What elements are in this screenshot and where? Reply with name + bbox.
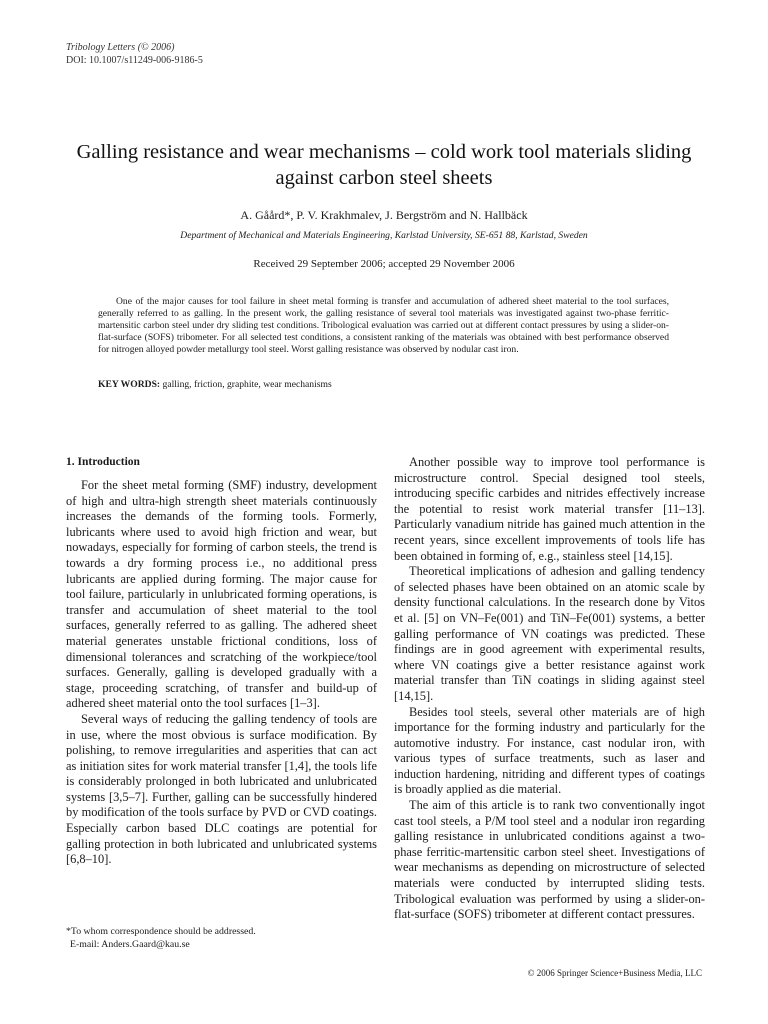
- body-column-right: [394, 455, 705, 923]
- section-heading-introduction: 1. Introduction: [66, 456, 140, 468]
- paragraph: Another possible way to improve tool performance is microstructure control. Special designed tool steels, introducing specific carbides and nitrides effectively increase the potential to resist work material transfer [11–13]. Particularly vanadium nitride has gained much attention in the recent years, since excellent improvements of tools life has been obtained in forming of, e.g., stainless steel [14,15].: [394, 455, 705, 563]
- correspondence-footnote: [66, 926, 377, 951]
- paragraph: The aim of this article is to rank two conventionally ingot cast tool steels, a P/M tool steel and a nodular iron regarding galling resistance in unlubricated conditions against a two-phase ferritic-martensitic carbon steel sheet. Investigations of wear mechanisms as depending on microstructure of selected materials were conducted by interrupted sliding tests. Tribological evaluation was performed by using a slider-on-flat-surface (SOFS) tribometer at different contact pressures.: [394, 798, 705, 922]
- doi-link[interactable]: DOI: 10.1007/s11249-006-9186-5: [66, 55, 203, 66]
- body-column-left: [66, 455, 377, 868]
- journal-header: [66, 41, 203, 67]
- copyright-notice: © 2006 Springer Science+Business Media, LLC: [527, 968, 702, 978]
- received-dates: Received 29 September 2006; accepted 29 November 2006: [253, 258, 515, 270]
- paragraph: Besides tool steels, several other materials are of high importance for the forming industry and particularly for the automotive industry. For instance, cast nodular iron, with various types of surface treatments, such as laser and induction hardening, nitriding and different types of coatings is broadly applied as die material.: [394, 704, 705, 797]
- footnote-email[interactable]: E-mail: Anders.Gaard@kau.se: [70, 938, 190, 950]
- paragraph: Several ways of reducing the galling tendency of tools are in use, where the most obvious is surface modification. By polishing, to remove irregularities and asperities that can act as initiation sites for work material transfer [1,4], the tools life is considerably prolonged in both lubricated and unlubricated systems [3,5–7]. Further, galling can be successfully hindered by modification of the tools surface by PVD or CVD coatings. Especially carbon based DLC coatings are potential for galling protection in both lubricated and unlubricated systems [6,8–10].: [66, 711, 377, 867]
- abstract: One of the major causes for tool failure in sheet metal forming is transfer and accumulation of adhered sheet material to the tool surfaces, generally referred to as galling. In the present work, the galling resistance of several tool materials was investigated against two-phase ferritic-martensitic carbon steel under dry sliding test conditions. Tribological evaluation was carried out at different contact pressures by using a slider-on-flat-surface (SOFS) tribometer. For all selected test conditions, a consistent ranking of the materials was obtained with best performance observed for nitrogen alloyed powder metallurgy tool steel. Worst galling resistance was observed by nodular cast iron.: [98, 296, 669, 355]
- article-title: Galling resistance and wear mechanisms – cold work tool materials sliding against carbon steel sheets: [76, 141, 692, 189]
- footnote-correspondence: *To whom correspondence should be addressed.: [66, 926, 256, 937]
- journal-year: (© 2006): [137, 42, 175, 53]
- journal-name: Tribology Letters: [66, 42, 136, 53]
- paragraph: Theoretical implications of adhesion and galling tendency of selected phases have been obtained on an atomic scale by density functional calculations. In the research done by Vitos et al. [5] on VN–Fe(001) and TiN–Fe(001) systems, a better galling performance of VN coatings was predicted. These findings are in good agreement with experimental results, where VN coatings give a better resistance against work material transfer than TiN coatings in sliding against steel [14,15].: [394, 564, 705, 703]
- journal-citation: [66, 41, 203, 54]
- author-list: A. Gåård*, P. V. Krakhmalev, J. Bergström and N. Hallbäck: [240, 208, 528, 222]
- keywords-list: galling, friction, graphite, wear mechanisms: [162, 379, 332, 390]
- keywords: [98, 379, 669, 391]
- keywords-label: KEY WORDS:: [98, 379, 161, 390]
- affiliation: Department of Mechanical and Materials Engineering, Karlstad University, SE-651 88, Karlstad, Sweden: [180, 230, 588, 241]
- paragraph: For the sheet metal forming (SMF) industry, development of high and ultra-high strength sheet materials continuously increases the demands of the forming tools. Formerly, lubricants where used to avoid high friction and wear, but nowadays, especially for forming of carbon steels, the trend is towards a dry forming process i.e., no additional press lubricants are applied during forming. The major cause for tool failure, particularly in unlubricated forming operations, is transfer and accumulation of sheet material to the tool surfaces, generally referred to as galling. The adhered sheet material generates unstable frictional conditions, loss of dimensional tolerances and scratching of the workpiece/tool surfaces. Generally, galling is developed gradually with a stage, proceeding scratching, of transfer and build-up of adhered sheet material onto the tool surfaces [1–3].: [66, 478, 377, 711]
